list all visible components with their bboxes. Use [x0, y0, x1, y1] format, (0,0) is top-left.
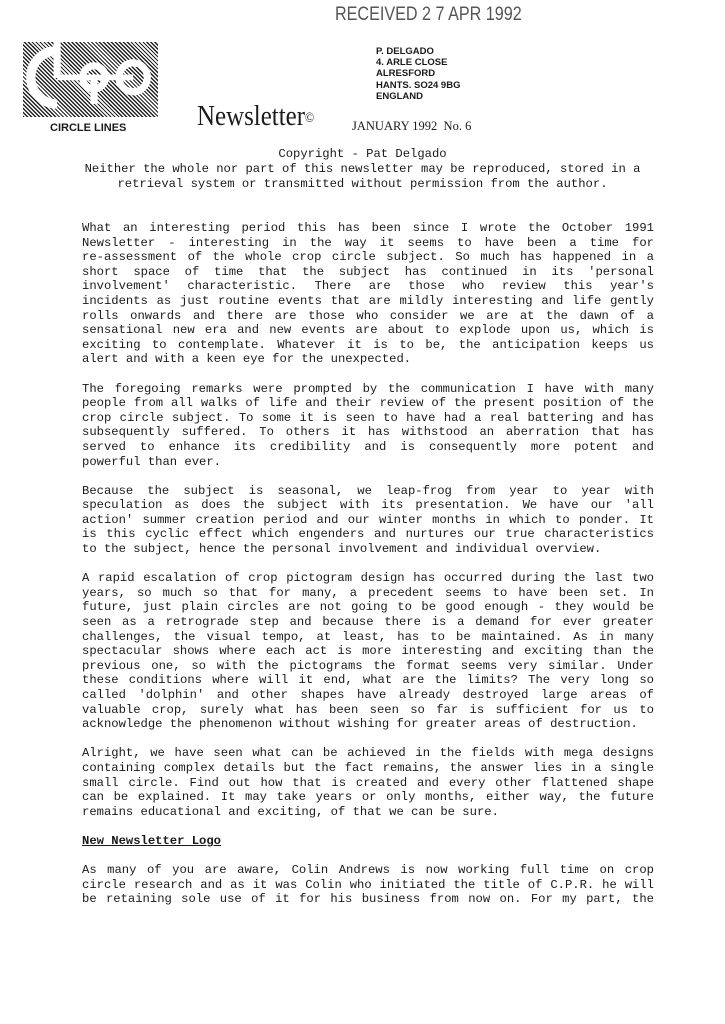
text-line: involvement' characteristic. There are those who review this year's [82, 279, 654, 294]
text-line: Newsletter - interesting in the way it seems to have been a time for [82, 235, 654, 250]
text-line: action' summer creation period and our winter months in which to ponder. It [82, 512, 654, 527]
text-line: alert and with a keen eye for the unexpected. [82, 352, 412, 367]
copyright-notice-2: retrieval system or transmitted without permission from the author. [117, 177, 608, 191]
cpr-logo [23, 42, 158, 117]
paragraph [82, 382, 654, 470]
text-line: incidents as just routine events that are mildly interesting and life gently [82, 293, 654, 308]
text-line: future, just plain circles are not going to be good enough - they would be [82, 600, 654, 615]
text-line: called 'dolphin' and other shapes have already destroyed large areas of [82, 688, 654, 702]
text-line: exciting to contemplate. Whatever it is to be, the anticipation keeps us [82, 337, 654, 352]
text-line: people from all walks of life and their review of the present position of the [82, 396, 654, 411]
text-line: remains educational and exciting, of that we can be sure. [82, 804, 499, 819]
copyright-line: Copyright - Pat Delgado [278, 147, 447, 161]
text-line: served to enhance its credibility and is consequently more potent and [82, 439, 654, 454]
logo-caption: CIRCLE LINES [50, 122, 127, 134]
text-line: re-assessment of the whole crop circle subject. So much has happened in a [82, 250, 654, 265]
logo-letters-graphic [23, 42, 158, 117]
text-line: sensational new era and new events are about to explode upon us, which is [82, 323, 654, 338]
address-line: ALRESFORD [376, 68, 436, 80]
title-text: Newsletter [197, 100, 306, 132]
text-line: speculation as does the subject with its presentation. We have our 'all [82, 498, 654, 513]
body-paragraphs [82, 221, 654, 819]
text-line: containing complex details but the fact remains, the answer lies in a single [82, 760, 654, 775]
paragraph [82, 746, 654, 819]
newsletter-body [82, 221, 654, 907]
text-line: The foregoing remarks were prompted by the communication I have with many [82, 381, 654, 396]
text-line: powerful than ever. [82, 454, 221, 469]
address-line: HANTS. SO24 9BG [376, 79, 461, 91]
text-line: acknowledge the phenomenon without wishing for greater areas of destruction. [82, 717, 638, 732]
text-line: rolls onwards and there are those who consider we are at the dawn of a [82, 308, 654, 323]
section-paragraph [82, 863, 654, 907]
sender-address [376, 46, 460, 102]
address-line: 4. ARLE CLOSE [376, 57, 448, 69]
text-line: challenges, the visual tempo, at least, has to be maintained. As in many [82, 629, 654, 644]
text-line: crop circle subject. To some it is seen to have had a real battering and has [82, 410, 654, 425]
text-line: can be explained. It may take years or only months, either way, the future [82, 790, 654, 805]
address-line: P. DELGADO [376, 46, 434, 57]
text-line: seen as a retrograde step and because there is a demand for ever greater [82, 615, 654, 630]
address-line: ENGLAND [376, 90, 423, 102]
text-line: short space of time that the subject has continued in its 'personal [82, 264, 654, 279]
text-line: spectacular shows where each act is more interesting and exciting than the [82, 644, 654, 659]
paragraph [82, 221, 654, 367]
text-line: small circle. Find out how that is created and every other flattened shape [82, 775, 654, 790]
text-line: to the subject, hence the personal involvement and individual overview. [82, 542, 602, 557]
text-line: years, so much so that for many, a precedent seems to have been set. In [82, 585, 654, 600]
text-line: Because the subject is seasonal, we leap-frog from year to year with [82, 483, 654, 498]
text-line: valuable crop, surely what has been seen so far is sufficient for us to [82, 702, 654, 717]
text-line: What an interesting period this has been since I wrote the October 1991 [82, 221, 654, 235]
text-line: circle research and as it was Colin who initiated the title of C.P.R. he will [82, 877, 654, 892]
copyright-notice-1: Neither the whole nor part of this newsletter may be reproduced, stored in a [84, 162, 641, 176]
paragraph [82, 571, 654, 732]
issue-date: JANUARY 1992 No. 6 [352, 119, 472, 133]
text-line: be retaining sole use of it for his business from now on. For my part, the [82, 892, 654, 907]
copyright-mark: © [305, 111, 315, 126]
text-line: these conditions where will it end, what are the limits? The very long so [82, 673, 654, 688]
text-line: previous one, so with the pictograms the format seems very similar. Under [82, 658, 654, 673]
text-line: A rapid escalation of crop pictogram design has occurred during the last two [82, 571, 654, 586]
text-line: As many of you are aware, Colin Andrews is now working full time on crop [82, 863, 654, 878]
section-heading: New Newsletter Logo [82, 833, 221, 848]
paragraph [82, 484, 654, 557]
text-line: subsequently suffered. To others it has withstood an aberration that has [82, 425, 654, 440]
text-line: is this cyclic effect which engenders and nurtures our true characteristics [82, 527, 654, 542]
text-line: Alright, we have seen what can be achieved in the fields with mega designs [82, 746, 654, 761]
newsletter-title [197, 100, 314, 135]
received-stamp: RECEIVED 2 7 APR 1992 [335, 4, 522, 25]
